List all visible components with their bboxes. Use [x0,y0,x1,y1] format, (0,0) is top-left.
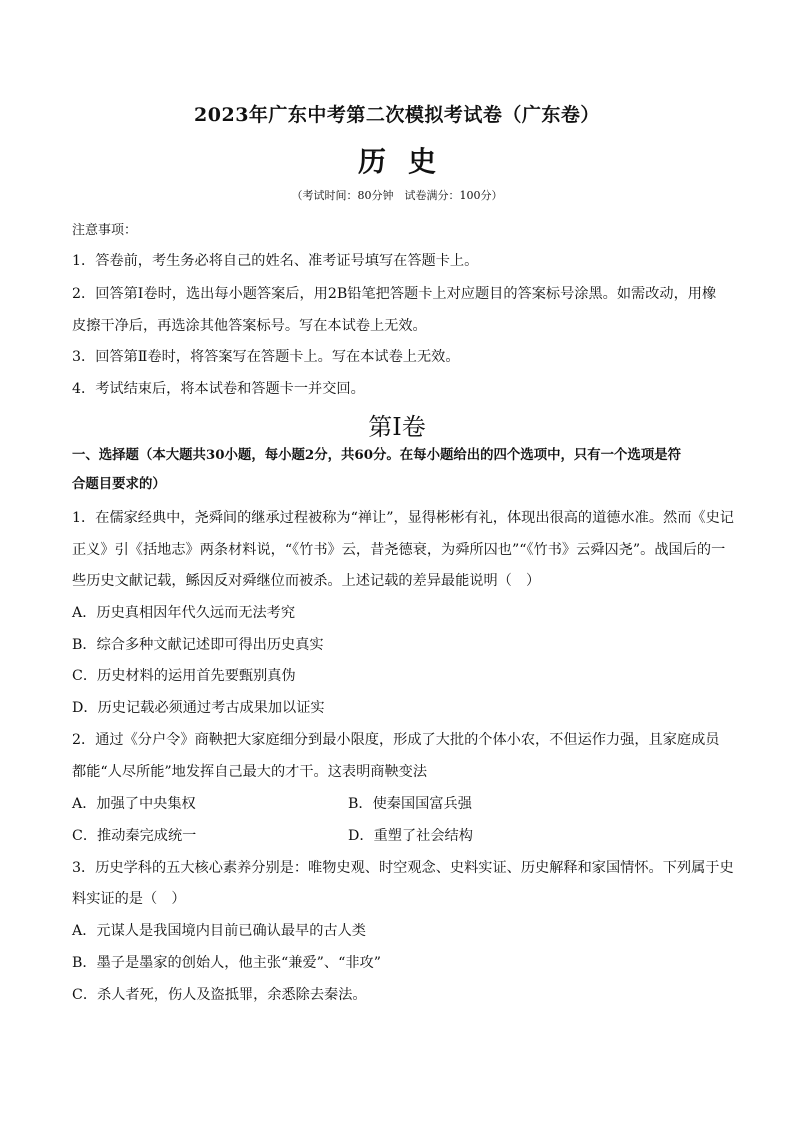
option-b: B．综合多种文献记述即可得出历史真实 [72,637,324,653]
exam-info: （考试时间：80分钟 试卷满分：100分） [291,189,503,202]
option-a: A．元谋人是我国境内目前已确认最早的古人类 [72,923,366,939]
question-stem: 3．历史学科的五大核心素养分别是：唯物史观、时空观念、史料实证、历史解释和家国情怀。下列属于史 [72,860,734,876]
notice-item: 2．回答第Ⅰ卷时，选出每小题答案后，用2B铅笔把答题卡上对应题目的答案标号涂黑。如需改动，用橡 [72,286,717,302]
option-c: C．推动秦完成统一 [72,828,197,844]
notice-item: 3．回答第Ⅱ卷时，将答案写在答题卡上。写在本试卷上无效。 [72,349,460,365]
section-heading: 第Ⅰ卷 [368,413,426,441]
section-instructions: 一、选择题（本大题共30小题，每小题2分，共60分。在每小题给出的四个选项中，只有一个选项是符 [72,447,681,463]
option-c: C．杀人者死，伤人及盗抵罪，余悉除去秦法。 [72,987,367,1003]
option-d: D．历史记载必须通过考古成果加以证实 [72,700,325,716]
subject-title: 历史 [357,145,458,178]
option-b: B．墨子是墨家的创始人，他主张“兼爱”、“非攻” [72,955,382,971]
exam-title: 2023年广东中考第二次模拟考试卷（广东卷） [194,104,600,126]
question-stem: 料实证的是（ ） [72,891,186,907]
notice-item: 1．答卷前，考生务必将自己的姓名、准考证号填写在答题卡上。 [72,253,479,269]
section-instructions: 合题目要求的） [72,476,166,492]
notice-heading: 注意事项： [72,223,138,238]
option-d: D．重塑了社会结构 [348,828,473,844]
question-stem: 些历史文献记载，鲧因反对舜继位而被杀。上述记载的差异最能说明（ ） [72,573,541,589]
option-a: A．历史真相因年代久远而无法考究 [72,605,296,621]
question-stem: 都能“人尽所能”地发挥自己最大的才干。这表明商鞅变法 [72,764,428,780]
notice-item: 皮擦干净后，再选涂其他答案标号。写在本试卷上无效。 [72,318,427,334]
question-stem: 1．在儒家经典中，尧舜间的继承过程被称为“禅让”，显得彬彬有礼，体现出很高的道德水准。然而《史记 [72,510,734,526]
option-c: C．历史材料的运用首先要甄别真伪 [72,668,296,684]
notice-item: 4．考试结束后，将本试卷和答题卡一并交回。 [72,381,365,397]
option-a: A．加强了中央集权 [72,796,196,812]
question-stem: 2．通过《分户令》商鞅把大家庭细分到最小限度，形成了大批的个体小农，不但运作力强，且家庭成员 [72,732,720,748]
option-b: B．使秦国国富兵强 [348,796,472,812]
question-stem: 正义》引《括地志》两条材料说，“《竹书》云，昔尧德衰，为舜所囚也”“《竹书》云舜囚尧”。战国后的一 [72,542,726,558]
